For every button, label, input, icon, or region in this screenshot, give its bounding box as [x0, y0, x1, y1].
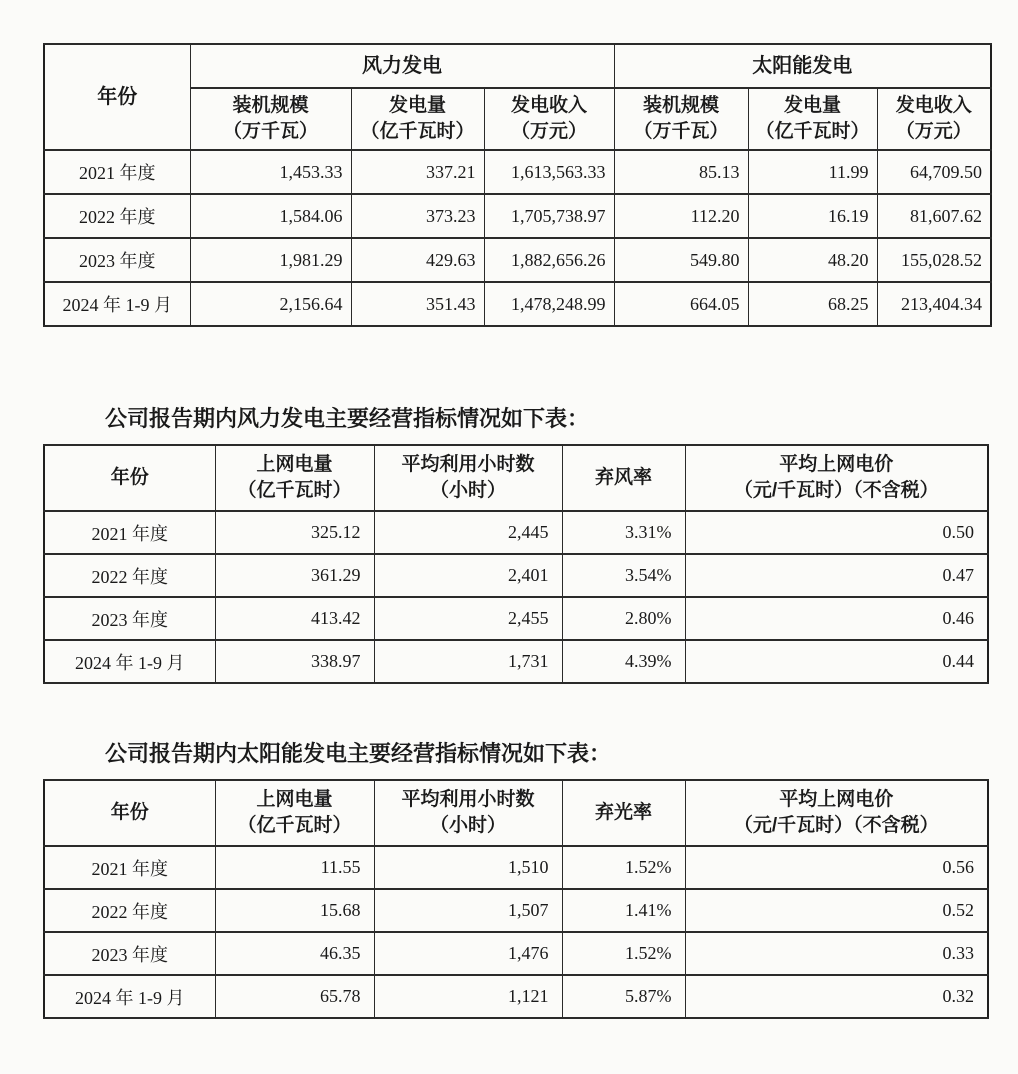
header-unit-line: （亿千瓦时）	[237, 480, 352, 501]
year-column-header: 年份	[44, 780, 215, 846]
year-cell: 2021 年度	[44, 150, 190, 194]
grid-energy-header	[215, 780, 374, 846]
value-cell: 413.42	[215, 597, 374, 640]
value-cell: 3.31%	[562, 511, 685, 554]
table-row	[44, 511, 988, 554]
header-unit-line: （亿千瓦时）	[360, 121, 475, 142]
header-line: 平均上网电价	[779, 789, 894, 811]
wind-revenue-header	[484, 88, 614, 150]
header-line: 发电量	[784, 95, 842, 117]
value-cell: 5.87%	[562, 975, 685, 1018]
value-cell: 1,731	[374, 640, 562, 683]
solar-capacity-header	[614, 88, 748, 150]
value-cell: 2,445	[374, 511, 562, 554]
table-row	[44, 194, 991, 238]
table-row	[44, 554, 988, 597]
value-cell: 325.12	[215, 511, 374, 554]
header-line: 上网电量	[256, 789, 333, 811]
value-cell: 549.80	[614, 238, 748, 282]
value-cell: 373.23	[351, 194, 484, 238]
solar-metrics-table	[43, 779, 989, 1019]
year-cell: 2022 年度	[44, 554, 215, 597]
year-cell: 2022 年度	[44, 194, 190, 238]
value-cell: 1,478,248.99	[484, 282, 614, 326]
year-column-header: 年份	[44, 445, 215, 511]
document-page	[0, 43, 1018, 1074]
value-cell: 81,607.62	[877, 194, 991, 238]
value-cell: 2,401	[374, 554, 562, 597]
table-header-row	[44, 44, 991, 88]
value-cell: 85.13	[614, 150, 748, 194]
value-cell: 0.56	[685, 846, 988, 889]
utilization-hours-header	[374, 780, 562, 846]
year-cell: 2023 年度	[44, 932, 215, 975]
wind-metrics-title: 公司报告期内风力发电主要经营指标情况如下表：	[105, 406, 590, 431]
header-line: 发电收入	[895, 95, 972, 117]
value-cell: 1.52%	[562, 932, 685, 975]
year-column-header: 年份	[44, 44, 190, 150]
year-cell: 2022 年度	[44, 889, 215, 932]
header-unit-line: （万千瓦）	[222, 121, 318, 142]
value-cell: 0.46	[685, 597, 988, 640]
header-line: 装机规模	[643, 95, 720, 117]
value-cell: 0.33	[685, 932, 988, 975]
year-cell: 2024 年 1-9 月	[44, 640, 215, 683]
table-row	[44, 889, 988, 932]
value-cell: 351.43	[351, 282, 484, 326]
value-cell: 65.78	[215, 975, 374, 1018]
value-cell: 664.05	[614, 282, 748, 326]
header-unit-line: （元/千瓦时）（不含税）	[733, 815, 939, 836]
year-cell: 2021 年度	[44, 511, 215, 554]
value-cell: 1,882,656.26	[484, 238, 614, 282]
utilization-hours-header	[374, 445, 562, 511]
header-unit-line: （万元）	[895, 121, 972, 142]
value-cell: 4.39%	[562, 640, 685, 683]
value-cell: 68.25	[748, 282, 877, 326]
value-cell: 1,510	[374, 846, 562, 889]
header-line: 装机规模	[232, 95, 309, 117]
value-cell: 1,476	[374, 932, 562, 975]
table-header-row	[44, 445, 988, 511]
wind-capacity-header	[190, 88, 351, 150]
value-cell: 2,156.64	[190, 282, 351, 326]
value-cell: 0.47	[685, 554, 988, 597]
wind-generation-header	[351, 88, 484, 150]
header-line: 上网电量	[256, 454, 333, 476]
header-unit-line: （亿千瓦时）	[755, 121, 870, 142]
value-cell: 1,584.06	[190, 194, 351, 238]
table-header-row	[44, 780, 988, 846]
table-row	[44, 846, 988, 889]
header-line: 平均利用小时数	[401, 454, 535, 476]
value-cell: 429.63	[351, 238, 484, 282]
wind-metrics-table	[43, 444, 989, 684]
value-cell: 2,455	[374, 597, 562, 640]
table-row	[44, 640, 988, 683]
year-cell: 2021 年度	[44, 846, 215, 889]
solar-generation-header	[748, 88, 877, 150]
grid-price-header	[685, 780, 988, 846]
header-line: 平均利用小时数	[401, 789, 535, 811]
solar-revenue-header	[877, 88, 991, 150]
value-cell: 1,453.33	[190, 150, 351, 194]
value-cell: 155,028.52	[877, 238, 991, 282]
header-line: 发电收入	[511, 95, 588, 117]
header-unit-line: （万千瓦）	[633, 121, 729, 142]
value-cell: 1,507	[374, 889, 562, 932]
header-unit-line: （亿千瓦时）	[237, 815, 352, 836]
value-cell: 1,121	[374, 975, 562, 1018]
year-cell: 2024 年 1-9 月	[44, 975, 215, 1018]
table-row	[44, 932, 988, 975]
value-cell: 1,705,738.97	[484, 194, 614, 238]
value-cell: 338.97	[215, 640, 374, 683]
value-cell: 1,613,563.33	[484, 150, 614, 194]
value-cell: 1,981.29	[190, 238, 351, 282]
header-line: 发电量	[388, 95, 446, 117]
value-cell: 15.68	[215, 889, 374, 932]
header-line: 平均上网电价	[779, 454, 894, 476]
value-cell: 11.99	[748, 150, 877, 194]
wind-solar-overview-table	[43, 43, 992, 327]
grid-price-header	[685, 445, 988, 511]
header-unit-line: （元/千瓦时）（不含税）	[733, 480, 939, 501]
value-cell: 46.35	[215, 932, 374, 975]
value-cell: 11.55	[215, 846, 374, 889]
value-cell: 48.20	[748, 238, 877, 282]
value-cell: 337.21	[351, 150, 484, 194]
curtailment-rate-header: 弃风率	[562, 445, 685, 511]
value-cell: 0.52	[685, 889, 988, 932]
table-row	[44, 238, 991, 282]
table-row	[44, 282, 991, 326]
value-cell: 2.80%	[562, 597, 685, 640]
wind-group-header: 风力发电	[190, 44, 614, 88]
table-row	[44, 975, 988, 1018]
year-cell: 2023 年度	[44, 238, 190, 282]
curtailment-rate-header: 弃光率	[562, 780, 685, 846]
value-cell: 0.50	[685, 511, 988, 554]
solar-metrics-title: 公司报告期内太阳能发电主要经营指标情况如下表：	[105, 741, 612, 766]
value-cell: 64,709.50	[877, 150, 991, 194]
value-cell: 3.54%	[562, 554, 685, 597]
grid-energy-header	[215, 445, 374, 511]
value-cell: 16.19	[748, 194, 877, 238]
year-cell: 2024 年 1-9 月	[44, 282, 190, 326]
header-unit-line: （小时）	[429, 815, 506, 836]
value-cell: 213,404.34	[877, 282, 991, 326]
solar-group-header: 太阳能发电	[614, 44, 991, 88]
header-unit-line: （小时）	[429, 480, 506, 501]
value-cell: 1.41%	[562, 889, 685, 932]
value-cell: 361.29	[215, 554, 374, 597]
header-unit-line: （万元）	[511, 121, 588, 142]
value-cell: 1.52%	[562, 846, 685, 889]
value-cell: 112.20	[614, 194, 748, 238]
year-cell: 2023 年度	[44, 597, 215, 640]
value-cell: 0.44	[685, 640, 988, 683]
table-row	[44, 597, 988, 640]
value-cell: 0.32	[685, 975, 988, 1018]
table-row	[44, 150, 991, 194]
